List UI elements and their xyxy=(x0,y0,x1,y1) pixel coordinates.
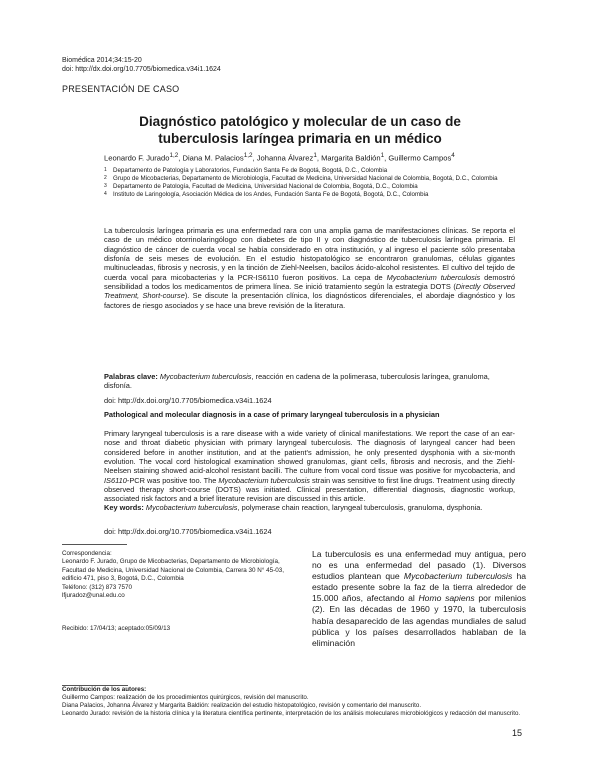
correspondence-phone: Teléfono: (312) 873 7570 xyxy=(62,583,133,591)
section-label: PRESENTACIÓN DE CASO xyxy=(62,84,180,94)
correspondence-address: Leonardo F. Jurado, Grupo de Micobacterias, Departamento de Microbiología, Facultad de Medicina, Universidad Nacional de Colombia, Carrera 30 N° 45-03, edificio 471, piso 3, Bogotá, D.C., Colombia xyxy=(62,558,284,583)
author-name: Guillermo Campos xyxy=(388,153,452,163)
divider xyxy=(62,544,127,545)
author-name: Johanna Álvarez xyxy=(256,153,314,163)
received-dates: Recibido: 17/04/13; aceptado:05/09/13 xyxy=(62,625,171,632)
author-affil-ref: 1 xyxy=(380,152,385,159)
contribution-line: Diana Palacios, Johanna Álvarez y Margarita Baldión: realización del estudio histopatológico, revisión y comentario del manuscrito. xyxy=(62,702,422,710)
affiliation: 1 Departamento de Patología y Laboratorios, Fundación Santa Fe de Bogotá, Bogotá, D.C., Colombia xyxy=(104,167,388,174)
doi-link[interactable]: doi: http://dx.doi.org/10.7705/biomedica.v34i1.1624 xyxy=(104,527,272,536)
author-name: Margarita Baldión xyxy=(321,153,381,163)
abstract-english: Primary laryngeal tuberculosis is a rare disease with a wide variety of clinical manifestations. We report the case of an ear-nose and throat diabetic physician with primary laryngeal tuberculosis. The diagnosis of laryngeal cancer had been considered before in another institution, and at the patient's admission, he only presented dysphonia with a six-month evolution. The vocal cord histological examination showed granulomas, giant cells, fibrosis and necrosis, and the Ziehl-Neelsen staining showed acid-alcohol resistant bacilli. The culture from vocal cord tissue was positive for mycobacteria, and IS6110-PCR was positive too. The Mycobacterium tuberculosis strain was sensitive to first line drugs. Treatment using directly observed therapy short-course (DOTS) was initiated. Clinical presentation, differential diagnosis, diagnostic workup, associated risk factors and a brief literature revision are discussed in this article. xyxy=(104,429,516,504)
author-affil-ref: 1,2 xyxy=(169,152,179,159)
affiliation: 3 Departamento de Patología, Facultad de Medicina, Universidad Nacional de Colombia, Bogotá, D.C., Colombia xyxy=(104,183,418,190)
keywords-english: Key words: Mycobacterium tuberculosis, polymerase chain reaction, laryngeal tuberculosis, granuloma, dysphonia. xyxy=(104,503,483,512)
affiliation: 4 Instituto de Laringología, Asociación Médica de los Andes, Fundación Santa Fe de Bogotá, Bogotá, D.C., Colombia xyxy=(104,191,429,198)
page-number: 15 xyxy=(512,728,523,738)
author-list: Leonardo F. Jurado$^{1,2}$, Diana M. Palacios$^{1,2}$, Johanna Álvarez$^1$, Margarita Baldión$^1$, Guillermo Campos$^4$ xyxy=(104,152,455,163)
journal-doi: doi: http://dx.doi.org/10.7705/biomedica.v34i1.1624 xyxy=(62,66,221,73)
body-text: La tuberculosis es una enfermedad muy antigua, pero no es una enfermedad del pasado (1). Diversos estudios plantean que Mycobacterium tuberculosis ha estado presente sobre la faz de la tierra alrededor de 15.000 años, afectando al Homo sapiens por milenios (2). En las décadas de 1960 y 1970, la tuberculosis había desaparecido de las agendas mundiales de salud pública y los países desarrollados hablaban de la eliminación xyxy=(312,549,527,648)
abstract-spanish: La tuberculosis laríngea primaria es una enfermedad rara con una amplia gama de manifestaciones clínicas. Se reporta el caso de un médico otorrinolaringólogo con diabetes de tipo II y con diagnóstico de tuberculosis laríngea primaria. El diagnóstico de cáncer de cuerda vocal se había considerado en otra institución, y al ingreso el paciente sólo presentaba disfonía de seis meses de evolución. En el estudio histopatológico se encontraron granulomas, células gigantes multinucleadas, fibrosis y necrosis, y en la tinción de Ziehl-Neelsen, bacilos ácido-alcohol resistentes. El cultivo del tejido de cuerda vocal para micobacterias y la PCR-IS6110 fueron positivos. La cepa de Mycobacterium tuberculosis demostró sensibilidad a todos los medicamentos de primera línea. Se inició tratamiento según la estrategia DOTS (Directly Observed Treatment, Short-course). Se discute la presentación clínica, los diagnósticos diferenciales, el abordaje diagnóstico y los factores de riesgo asociados y se hace una breve revisión de la literatura. xyxy=(104,226,516,310)
correspondence xyxy=(62,550,298,600)
contribution-line: Leonardo Jurado: revisión de la historia clínica y la literatura científica pertinente, interpretación de los análisis moleculares microbiológicos y redacción del manuscrito. xyxy=(62,710,521,718)
journal-citation: Biomédica 2014;34:15-20 xyxy=(62,57,142,64)
doi-link[interactable]: doi: http://dx.doi.org/10.7705/biomedica.v34i1.1624 xyxy=(104,396,272,405)
article-title xyxy=(90,113,510,147)
author-name: Diana M. Palacios xyxy=(182,153,244,163)
keywords-spanish: Palabras clave: Mycobacterium tuberculosis, reacción en cadena de la polimerasa, tuberculosis laríngea, granuloma, disfonía. xyxy=(104,372,490,391)
title-line-1: Diagnóstico patológico y molecular de un caso de xyxy=(139,114,461,129)
author-affil-ref: 1,2 xyxy=(243,152,253,159)
affiliation: 2 Grupo de Micobacterias, Departamento de Microbiología, Facultad de Medicina, Universidad Nacional de Colombia, Bogotá, D.C., Colombia xyxy=(104,175,498,182)
contribution-line: Guillermo Campos: realización de los procedimientos quirúrgicos, revisión del manuscrito. xyxy=(62,694,309,702)
contributions-label: Contribución de los autores: xyxy=(62,686,147,693)
correspondence-label: Correspondencia: xyxy=(62,550,112,557)
author-affil-ref: 1 xyxy=(313,152,317,159)
author-affil-ref: 4 xyxy=(451,152,455,159)
title-line-2: tuberculosis laríngea primaria en un médico xyxy=(158,131,442,146)
affiliations xyxy=(104,167,524,199)
journal-header xyxy=(62,56,221,74)
author-contributions xyxy=(62,686,525,718)
correspondence-email[interactable]: lfjuradoz@unal.edu.co xyxy=(62,592,125,600)
author-name: Leonardo F. Jurado xyxy=(104,153,170,163)
english-title: Pathological and molecular diagnosis in a case of primary laryngeal tuberculosis in a physician xyxy=(104,410,440,419)
